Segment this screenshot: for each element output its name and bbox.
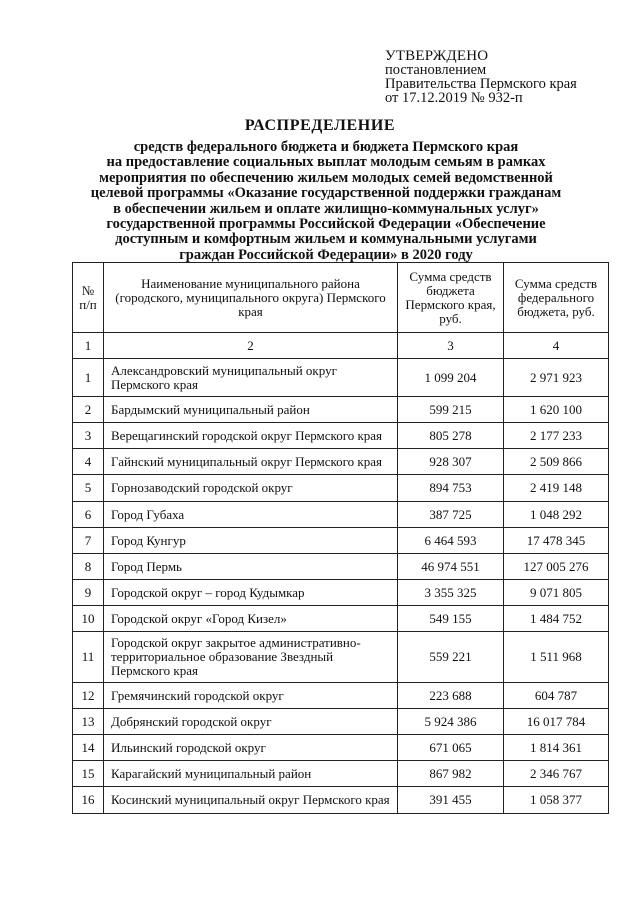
- table-row: [73, 554, 609, 580]
- row-number: 12: [73, 683, 104, 709]
- row-municipality: Город Губаха: [104, 502, 398, 528]
- row-number: 16: [73, 787, 104, 814]
- subtitle-line: мероприятия по обеспечению жильем молодых семей ведомственной: [99, 169, 553, 186]
- table-row: [73, 449, 609, 475]
- row-number: 13: [73, 709, 104, 735]
- row-number: 9: [73, 580, 104, 606]
- row-federal-amount: 1 484 752: [504, 606, 609, 632]
- row-municipality: Добрянский городской округ: [104, 709, 398, 735]
- row-regional-amount: 894 753: [398, 475, 504, 502]
- table-row: [73, 683, 609, 709]
- column-number: 3: [398, 333, 504, 359]
- row-number: 15: [73, 761, 104, 787]
- row-regional-amount: 46 974 551: [398, 554, 504, 580]
- distribution-table: [72, 262, 609, 814]
- row-number: 5: [73, 475, 104, 502]
- row-federal-amount: 17 478 345: [504, 528, 609, 554]
- approval-heading: УТВЕРЖДЕНО: [385, 48, 489, 64]
- column-number: 4: [504, 333, 609, 359]
- row-regional-amount: 1 099 204: [398, 359, 504, 397]
- column-number: 2: [104, 333, 398, 359]
- document-title: РАСПРЕДЕЛЕНИЕ: [244, 117, 396, 134]
- table-row: [73, 580, 609, 606]
- row-regional-amount: 867 982: [398, 761, 504, 787]
- row-municipality: Карагайский муниципальный район: [104, 761, 398, 787]
- subtitle-line: в обеспечении жильем и оплате жилищно-коммунальных услуг»: [113, 200, 539, 217]
- row-regional-amount: 805 278: [398, 423, 504, 449]
- subtitle-line: средств федерального бюджета и бюджета Пермского края: [133, 139, 519, 155]
- subtitle-line: доступным и комфортным жильем и коммунальными услугами: [115, 231, 537, 248]
- table-row: [73, 502, 609, 528]
- row-federal-amount: 1 048 292: [504, 502, 609, 528]
- row-regional-amount: 671 065: [398, 735, 504, 761]
- row-federal-amount: 127 005 276: [504, 554, 609, 580]
- table-header-row: [73, 263, 609, 333]
- row-federal-amount: 2 971 923: [504, 359, 609, 397]
- row-federal-amount: 2 346 767: [504, 761, 609, 787]
- row-regional-amount: 5 924 386: [398, 709, 504, 735]
- row-regional-amount: 549 155: [398, 606, 504, 632]
- row-municipality: Ильинский городской округ: [104, 735, 398, 761]
- row-regional-amount: 223 688: [398, 683, 504, 709]
- row-number: 6: [73, 502, 104, 528]
- row-number: 3: [73, 423, 104, 449]
- row-municipality: Городской округ закрытое административно-территориальное образование Звездный Пермского края: [104, 632, 398, 683]
- table-row: [73, 761, 609, 787]
- table-row: [73, 735, 609, 761]
- row-municipality: Бардымский муниципальный район: [104, 397, 398, 423]
- row-number: 1: [73, 359, 104, 397]
- row-federal-amount: 1 814 361: [504, 735, 609, 761]
- row-federal-amount: 9 071 805: [504, 580, 609, 606]
- document-subtitle: [76, 140, 576, 263]
- table-row: [73, 397, 609, 423]
- row-number: 2: [73, 397, 104, 423]
- row-number: 8: [73, 554, 104, 580]
- subtitle-line: целевой программы «Оказание государственной поддержки гражданам: [90, 185, 562, 202]
- row-federal-amount: 2 509 866: [504, 449, 609, 475]
- row-regional-amount: 391 455: [398, 787, 504, 814]
- table-row: [73, 606, 609, 632]
- table-row: [73, 787, 609, 814]
- approval-line-1: постановлением: [385, 62, 487, 78]
- approval-line-2: Правительства Пермского края: [385, 76, 577, 92]
- header-regional-budget: Сумма средств бюджета Пермского края, руб.: [398, 263, 504, 333]
- approval-stamp: [385, 49, 577, 105]
- row-number: 14: [73, 735, 104, 761]
- row-federal-amount: 604 787: [504, 683, 609, 709]
- table-row: [73, 359, 609, 397]
- row-number: 11: [73, 632, 104, 683]
- table-row: [73, 475, 609, 502]
- row-municipality: Городской округ – город Кудымкар: [104, 580, 398, 606]
- row-federal-amount: 1 511 968: [504, 632, 609, 683]
- row-municipality: Гайнский муниципальный округ Пермского края: [104, 449, 398, 475]
- subtitle-line: государственной программы Российской Федерации «Обеспечение: [106, 216, 546, 233]
- row-federal-amount: 16 017 784: [504, 709, 609, 735]
- column-number-row: [73, 333, 609, 359]
- row-municipality: Горнозаводский городской округ: [104, 475, 398, 502]
- approval-line-3: от 17.12.2019 № 932-п: [385, 90, 523, 106]
- row-municipality: Городской округ «Город Кизел»: [104, 606, 398, 632]
- row-municipality: Гремячинский городской округ: [104, 683, 398, 709]
- row-municipality: Косинский муниципальный округ Пермского края: [104, 787, 398, 814]
- table-row: [73, 528, 609, 554]
- subtitle-line: граждан Российской Федерации» в 2020 году: [179, 246, 473, 263]
- header-federal-budget: Сумма средств федерального бюджета, руб.: [504, 263, 609, 333]
- row-federal-amount: 1 620 100: [504, 397, 609, 423]
- subtitle-line: на предоставление социальных выплат молодым семьям в рамках: [106, 154, 546, 171]
- row-regional-amount: 928 307: [398, 449, 504, 475]
- header-municipality: Наименование муниципального района (городского, муниципального округа) Пермского края: [104, 263, 398, 333]
- row-municipality: Город Пермь: [104, 554, 398, 580]
- row-municipality: Верещагинский городской округ Пермского края: [104, 423, 398, 449]
- row-federal-amount: 2 177 233: [504, 423, 609, 449]
- header-number: № п/п: [73, 263, 104, 333]
- row-federal-amount: 2 419 148: [504, 475, 609, 502]
- row-municipality: Александровский муниципальный округ Пермского края: [104, 359, 398, 397]
- row-regional-amount: 599 215: [398, 397, 504, 423]
- row-number: 4: [73, 449, 104, 475]
- table-row: [73, 709, 609, 735]
- row-regional-amount: 3 355 325: [398, 580, 504, 606]
- row-number: 10: [73, 606, 104, 632]
- column-number: 1: [73, 333, 104, 359]
- row-regional-amount: 559 221: [398, 632, 504, 683]
- row-federal-amount: 1 058 377: [504, 787, 609, 814]
- row-regional-amount: 6 464 593: [398, 528, 504, 554]
- row-regional-amount: 387 725: [398, 502, 504, 528]
- row-number: 7: [73, 528, 104, 554]
- table-row: [73, 632, 609, 683]
- row-municipality: Город Кунгур: [104, 528, 398, 554]
- table-row: [73, 423, 609, 449]
